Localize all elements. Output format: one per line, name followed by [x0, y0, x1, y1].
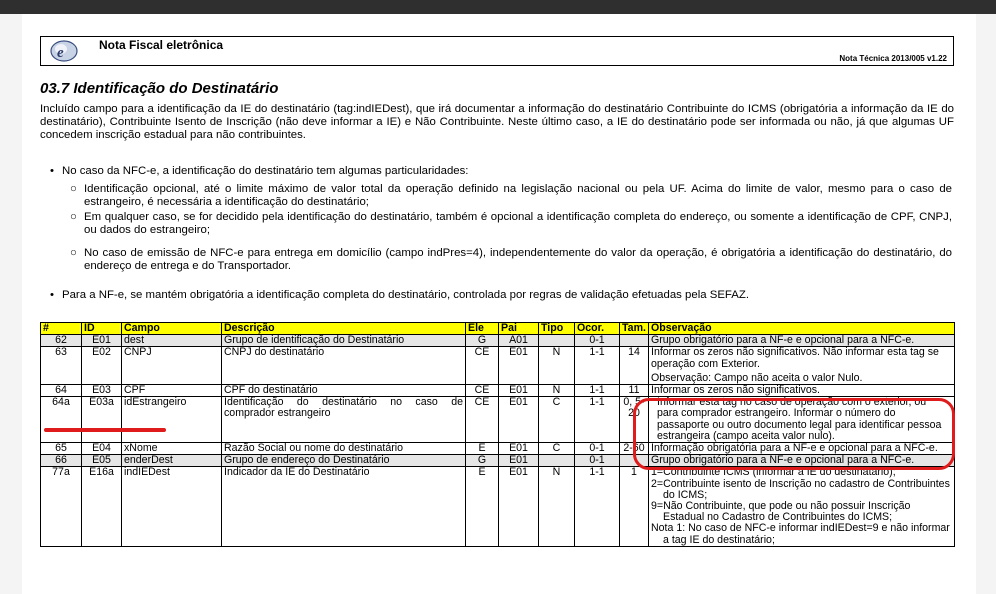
col-header: Pai [499, 323, 539, 335]
cell: CPF [122, 385, 222, 397]
cell: Grupo obrigatório para a NF-e e opcional para a NFC-e. [649, 335, 955, 347]
cell: A01 [499, 335, 539, 347]
cell: CE [466, 397, 499, 443]
cell: E02 [82, 347, 122, 385]
bullet-text: No caso da NFC-e, a identificação do destinatário tem algumas particularidades: [62, 165, 469, 177]
cell [649, 347, 955, 385]
cell: xNome [122, 443, 222, 455]
cell: CNPJ do destinatário [222, 347, 466, 385]
col-header: Tam. [620, 323, 649, 335]
cell: 1 [620, 467, 649, 546]
cell: 2-60 [620, 443, 649, 455]
cell: Grupo obrigatório para a NF-e e opcional para a NFC-e. [649, 455, 955, 467]
cell: N [539, 385, 575, 397]
cell: enderDest [122, 455, 222, 467]
cell: 62 [41, 335, 82, 347]
cell: 0, 5-20 [620, 397, 649, 443]
cell: Informação obrigatória para a NF-e e opcional para a NFC-e. [649, 443, 955, 455]
cell: 63 [41, 347, 82, 385]
col-header: Descrição [222, 323, 466, 335]
cell [539, 335, 575, 347]
cell: E [466, 467, 499, 546]
cell: 14 [620, 347, 649, 385]
table-row [41, 347, 955, 385]
col-header: Campo [122, 323, 222, 335]
cell: CE [466, 385, 499, 397]
circle-bullet-icon: ○ [70, 183, 77, 195]
nfe-logo-icon [49, 39, 79, 63]
cell [620, 335, 649, 347]
circle-bullet-icon: ○ [70, 211, 77, 223]
cell: E01 [499, 397, 539, 443]
cell: Informar os zeros não significativos. [649, 385, 955, 397]
cell: E01 [499, 455, 539, 467]
document-title: Nota Fiscal eletrônica [99, 38, 224, 52]
table-row [41, 385, 955, 397]
obs-line: 1=Contribuinte ICMS (informar a IE do destinatário); [651, 466, 896, 479]
cell: 0-1 [575, 443, 620, 455]
col-header: Ele [466, 323, 499, 335]
red-underline-annotation [44, 428, 166, 432]
cell: N [539, 467, 575, 546]
obs-line: 2=Contribuinte isento de Inscrição no cadastro de Contribuintes do ICMS; [651, 477, 950, 501]
cell: E01 [82, 335, 122, 347]
cell: 66 [41, 455, 82, 467]
bullet-dot-icon: • [50, 289, 54, 301]
cell: C [539, 397, 575, 443]
cell: 64 [41, 385, 82, 397]
bullet-text: Para a NF-e, se mantém obrigatória a identificação completa do destinatário, controlada por regras de validação efetuadas pela SEFAZ. [62, 289, 749, 301]
viewer-top-bar [0, 0, 996, 14]
cell: C [539, 443, 575, 455]
cell: G [466, 335, 499, 347]
cell [539, 455, 575, 467]
cell: N [539, 347, 575, 385]
cell: 0-1 [575, 335, 620, 347]
cell: 0-1 [575, 455, 620, 467]
cell: 64a [41, 397, 82, 443]
cell: 1-1 [575, 467, 620, 546]
bullet-dot-icon: • [50, 165, 54, 177]
cell [649, 467, 955, 546]
col-header: Observação [649, 323, 955, 335]
cell: Indicador da IE do Destinatário [222, 467, 466, 546]
cell: E [466, 443, 499, 455]
cell: 11 [620, 385, 649, 397]
page-header [40, 36, 954, 66]
cell: E01 [499, 347, 539, 385]
cell: dest [122, 335, 222, 347]
red-circle-annotation [633, 398, 955, 470]
cell: E01 [499, 443, 539, 455]
cell: E01 [499, 385, 539, 397]
cell: CNPJ [122, 347, 222, 385]
cell: Grupo de identificação do Destinatário [222, 335, 466, 347]
cell: Informar esta tag no caso de operação com o exterior, ou para comprador estrangeiro. Informar o número do passaporte ou outro documento legal para identificar pessoa estrangeira (campo aceita valor nulo). [649, 397, 955, 443]
cell: E03 [82, 385, 122, 397]
cell: E04 [82, 443, 122, 455]
obs-line: 9=Não Contribuinte, que pode ou não possuir Inscrição Estadual no Cadastro de Contribuintes do ICMS; [651, 500, 911, 524]
obs-text: Informar os zeros não significativos. Não informar esta tag se operação com Exterior. [651, 346, 939, 370]
cell: 1-1 [575, 397, 620, 443]
obs-note: Observação: Campo não aceita o valor Nulo. [651, 371, 863, 384]
table-header-row [41, 323, 955, 335]
cell: indIEDest [122, 467, 222, 546]
cell: 1-1 [575, 385, 620, 397]
cell: Razão Social ou nome do destinatário [222, 443, 466, 455]
cell: idEstrangeiro [122, 397, 222, 443]
section-title: 03.7 Identificação do Destinatário [40, 80, 279, 97]
cell: G [466, 455, 499, 467]
cell: Identificação do destinatário no caso de comprador estrangeiro [222, 397, 466, 443]
cell: E16a [82, 467, 122, 546]
cell: 1-1 [575, 347, 620, 385]
cell: CE [466, 347, 499, 385]
sub-item-text: Identificação opcional, até o limite máximo de valor total da operação definido na legislação nacional ou pela UF. Acima do limite de valor, mesmo para o caso de estrangeiro, é necessária a identificação do destinatário; [84, 183, 952, 209]
col-header: # [41, 323, 82, 335]
cell: 65 [41, 443, 82, 455]
table-row [41, 335, 955, 347]
cell: E01 [499, 467, 539, 546]
obs-line: Nota 1: No caso de NFC-e informar indIEDest=9 e não informar a tag IE do destinatário; [651, 522, 950, 546]
sub-item-text: Em qualquer caso, se for decidido pela identificação do destinatário, também é opcional a identificação completa do endereço, ou somente a identificação de CPF, CNPJ, ou dados do estrangeiro; [84, 211, 952, 237]
svg-text:e: e [57, 45, 64, 61]
cell: 77a [41, 467, 82, 546]
intro-paragraph: Incluído campo para a identificação da IE do destinatário (tag:indIEDest), que irá documentar a informação do destinatário Contribuinte do ICMS (obrigatória a informação da IE do destinatário), Contribuinte Isento de Inscrição (não deve informar a IE) e Não Contribuinte. Neste último caso, a IE do destinatário pode ser informada ou não, já que algumas UF concedem inscrição estadual para não contribuintes. [40, 103, 954, 142]
cell: CPF do destinatário [222, 385, 466, 397]
col-header: Tipo [539, 323, 575, 335]
sub-item-text: No caso de emissão de NFC-e para entrega em domicílio (campo indPres=4), independentemente do valor da operação, é obrigatória a identificação do destinatário, do endereço de entrega e do Transportador. [84, 247, 952, 273]
cell: E03a [82, 397, 122, 443]
col-header: Ocor. [575, 323, 620, 335]
col-header: ID [82, 323, 122, 335]
cell: Grupo de endereço do Destinatário [222, 455, 466, 467]
circle-bullet-icon: ○ [70, 247, 77, 259]
table-row [41, 467, 955, 546]
cell: E05 [82, 455, 122, 467]
document-version: Nota Técnica 2013/005 v1.22 [839, 54, 947, 63]
